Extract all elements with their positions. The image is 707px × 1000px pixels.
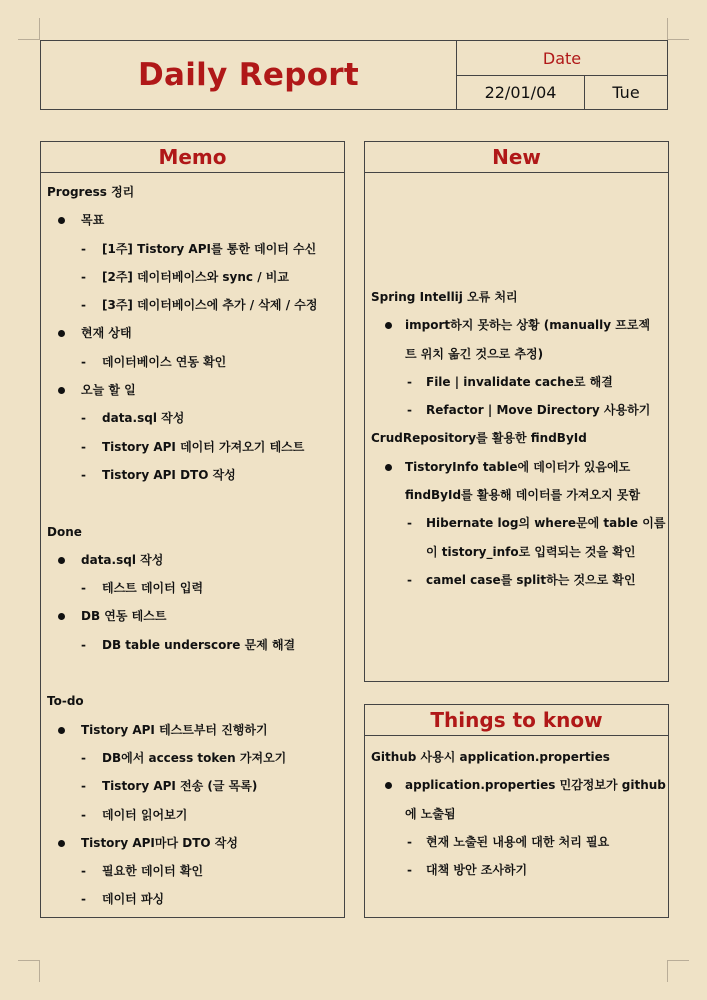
list-item-continuation: 에 노출됨 [405,806,456,821]
sub-item: - 테스트 데이터 입력 [47,574,340,602]
sub-item: - 필요한 데이터 확인 [47,857,340,885]
memo-body [41,173,344,914]
sub-item: - 현재 노출된 내용에 대한 처리 필요 [371,828,664,856]
sub-item: - DB table underscore 문제 해결 [47,631,340,659]
sub-item: - 대책 방안 조사하기 [371,856,664,884]
todo-title: To-do [47,694,84,709]
crop-mark-bottom-left [18,960,40,982]
sub-item: - data.sql 작성 [47,404,340,432]
date-box [456,41,667,109]
list-item: import하지 못하는 상황 (manually 프로젝 [371,311,664,339]
done-title: Done [47,524,82,539]
sub-item: - Refactor | Move Directory 사용하기 [371,396,664,424]
section-title: Github 사용시 application.properties [371,750,610,764]
sub-item: - DB에서 access token 가져오기 [47,744,340,772]
sub-item: - [3주] 데이터베이스에 추가 / 삭제 / 수정 [47,291,340,319]
date-label: Date [457,41,667,76]
list-item: TistoryInfo table에 데이터가 있음에도 [371,453,664,481]
progress-title: Progress 정리 [47,185,135,199]
sub-item: - 데이터 파싱 [47,885,340,913]
list-item: 오늘 할 일 [47,376,340,404]
things-to-know-body [365,736,668,884]
sub-item: - Tistory API 전송 (글 목록) [47,772,340,800]
new-panel [364,141,669,682]
list-item: 현재 상태 [47,319,340,347]
memo-panel [40,141,345,918]
sub-item: - [1주] Tistory API를 통한 데이터 수신 [47,235,340,263]
day-value: Tue [612,83,640,102]
list-item: Tistory API마다 DTO 작성 [47,829,340,857]
list-item: Tistory API 테스트부터 진행하기 [47,716,340,744]
list-item-continuation: findById를 활용해 데이터를 가져오지 못함 [405,488,641,503]
sub-item: - camel case를 split하는 것으로 확인 [371,566,664,594]
list-item-continuation: 트 위치 옮긴 것으로 추정) [405,346,544,361]
sub-item: - File | invalidate cache로 해결 [371,368,664,396]
memo-heading: Memo [41,142,344,173]
date-row [457,76,667,109]
sub-item: - [2주] 데이터베이스와 sync / 비교 [47,263,340,291]
sub-item: - 데이터베이스 연동 확인 [47,348,340,376]
sub-item: - 데이터 읽어보기 [47,801,340,829]
list-item: DB 연동 테스트 [47,602,340,630]
crop-mark-bottom-right [667,960,689,982]
list-item: 목표 [47,206,340,234]
page-title: Daily Report [138,57,359,93]
list-item: data.sql 작성 [47,546,340,574]
sub-item-continuation: 이 tistory_info로 입력되는 것을 확인 [426,544,636,559]
section-title: CrudRepository를 활용한 findById [371,431,587,446]
crop-mark-top-right [667,18,689,40]
things-to-know-panel [364,704,669,918]
report-header [40,40,668,110]
new-body [365,173,668,594]
new-heading: New [365,142,668,173]
list-item: application.properties 민감정보가 github [371,771,664,799]
date-value: 22/01/04 [457,76,585,109]
sub-item: - Hibernate log의 where문에 table 이름 [371,509,664,537]
section-title: Spring Intellij 오류 처리 [371,290,518,304]
sub-item: - Tistory API DTO 작성 [47,461,340,489]
things-to-know-heading: Things to know [365,705,668,736]
crop-mark-top-left [18,18,40,40]
sub-item: - Tistory API 데이터 가져오기 테스트 [47,433,340,461]
